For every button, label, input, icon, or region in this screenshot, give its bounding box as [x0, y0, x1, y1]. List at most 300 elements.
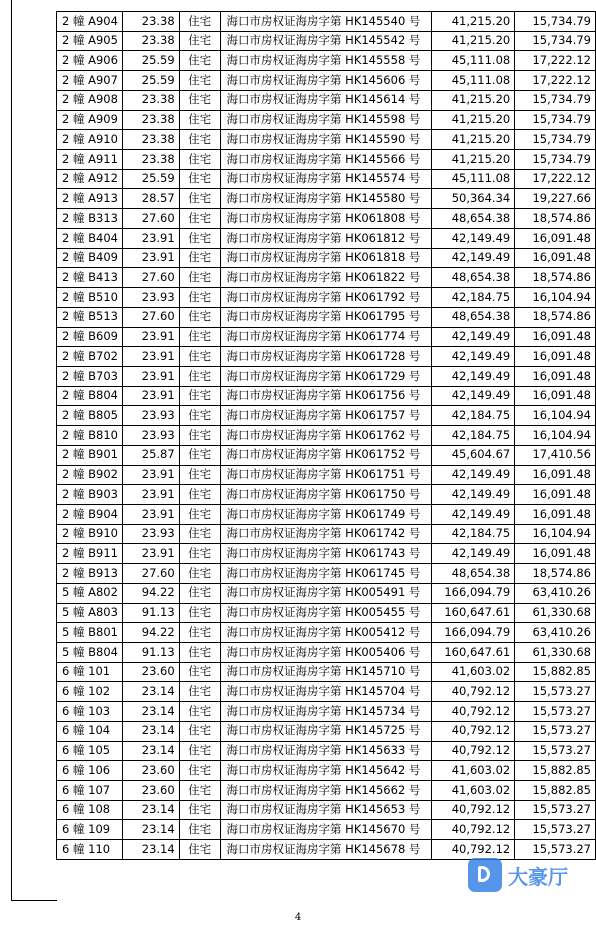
table-row — [57, 445, 596, 465]
area-cell: 27.60 — [122, 209, 179, 229]
unit-price-cell: 15,882.85 — [515, 662, 596, 682]
table-row — [57, 366, 596, 386]
unit-price-cell: 16,104.94 — [515, 288, 596, 308]
area-cell: 23.60 — [122, 662, 179, 682]
area-cell: 27.60 — [122, 307, 179, 327]
unit-cell: 6 幢 107 — [57, 781, 123, 801]
unit-cell: 2 幢 B913 — [57, 564, 123, 584]
total-price-cell: 41,215.20 — [432, 150, 515, 170]
unit-cell: 2 幢 B510 — [57, 288, 123, 308]
area-cell: 23.38 — [122, 130, 179, 150]
unit-price-cell: 18,574.86 — [515, 209, 596, 229]
certificate-cell: 海口市房权证海房字第 HK005455 号 — [220, 603, 432, 623]
unit-cell: 2 幢 A907 — [57, 71, 123, 91]
unit-cell: 2 幢 A906 — [57, 51, 123, 71]
area-cell: 23.91 — [122, 386, 179, 406]
area-cell: 23.93 — [122, 406, 179, 426]
table-row — [57, 12, 596, 32]
unit-price-cell: 15,573.27 — [515, 820, 596, 840]
unit-price-cell: 18,574.86 — [515, 268, 596, 288]
unit-cell: 2 幢 B903 — [57, 485, 123, 505]
total-price-cell: 42,149.49 — [432, 327, 515, 347]
certificate-cell: 海口市房权证海房字第 HK145734 号 — [220, 702, 432, 722]
unit-price-cell: 16,104.94 — [515, 406, 596, 426]
certificate-cell: 海口市房权证海房字第 HK145633 号 — [220, 741, 432, 761]
unit-cell: 6 幢 109 — [57, 820, 123, 840]
unit-cell: 6 幢 102 — [57, 682, 123, 702]
unit-cell: 6 幢 108 — [57, 800, 123, 820]
area-cell: 25.59 — [122, 169, 179, 189]
area-cell: 23.14 — [122, 702, 179, 722]
table-row — [57, 31, 596, 51]
table-row — [57, 583, 596, 603]
unit-cell: 2 幢 B609 — [57, 327, 123, 347]
total-price-cell: 41,215.20 — [432, 12, 515, 32]
unit-price-cell: 16,091.48 — [515, 366, 596, 386]
unit-cell: 2 幢 B409 — [57, 248, 123, 268]
unit-price-cell: 17,222.12 — [515, 51, 596, 71]
table-row — [57, 209, 596, 229]
usage-cell: 住宅 — [179, 130, 220, 150]
page-left-rule — [11, 0, 12, 901]
area-cell: 91.13 — [122, 643, 179, 663]
unit-price-cell: 18,574.86 — [515, 307, 596, 327]
unit-price-cell: 63,410.26 — [515, 623, 596, 643]
table-row — [57, 800, 596, 820]
total-price-cell: 40,792.12 — [432, 721, 515, 741]
usage-cell: 住宅 — [179, 623, 220, 643]
unit-price-cell: 15,573.27 — [515, 800, 596, 820]
unit-cell: 2 幢 B313 — [57, 209, 123, 229]
total-price-cell: 42,184.75 — [432, 288, 515, 308]
total-price-cell: 40,792.12 — [432, 840, 515, 860]
certificate-cell: 海口市房权证海房字第 HK145614 号 — [220, 90, 432, 110]
area-cell: 23.91 — [122, 248, 179, 268]
unit-cell: 5 幢 A803 — [57, 603, 123, 623]
area-cell: 23.14 — [122, 840, 179, 860]
table-row — [57, 228, 596, 248]
certificate-cell: 海口市房权证海房字第 HK145662 号 — [220, 781, 432, 801]
usage-cell: 住宅 — [179, 228, 220, 248]
usage-cell: 住宅 — [179, 327, 220, 347]
usage-cell: 住宅 — [179, 643, 220, 663]
table-row — [57, 781, 596, 801]
certificate-cell: 海口市房权证海房字第 HK061757 号 — [220, 406, 432, 426]
total-price-cell: 42,149.49 — [432, 485, 515, 505]
certificate-cell: 海口市房权证海房字第 HK145558 号 — [220, 51, 432, 71]
certificate-cell: 海口市房权证海房字第 HK061774 号 — [220, 327, 432, 347]
total-price-cell: 40,792.12 — [432, 702, 515, 722]
certificate-cell: 海口市房权证海房字第 HK061742 号 — [220, 524, 432, 544]
unit-price-cell: 16,091.48 — [515, 465, 596, 485]
certificate-cell: 海口市房权证海房字第 HK061751 号 — [220, 465, 432, 485]
area-cell: 25.59 — [122, 71, 179, 91]
certificate-cell: 海口市房权证海房字第 HK145574 号 — [220, 169, 432, 189]
area-cell: 23.91 — [122, 366, 179, 386]
unit-cell: 2 幢 B703 — [57, 366, 123, 386]
certificate-cell: 海口市房权证海房字第 HK061752 号 — [220, 445, 432, 465]
area-cell: 27.60 — [122, 564, 179, 584]
area-cell: 23.14 — [122, 682, 179, 702]
table-row — [57, 820, 596, 840]
usage-cell: 住宅 — [179, 603, 220, 623]
unit-price-cell: 15,734.79 — [515, 31, 596, 51]
unit-price-cell: 16,091.48 — [515, 327, 596, 347]
total-price-cell: 48,654.38 — [432, 209, 515, 229]
total-price-cell: 48,654.38 — [432, 564, 515, 584]
unit-cell: 2 幢 B901 — [57, 445, 123, 465]
table-row — [57, 327, 596, 347]
total-price-cell: 42,184.75 — [432, 524, 515, 544]
area-cell: 23.91 — [122, 504, 179, 524]
unit-cell: 5 幢 B804 — [57, 643, 123, 663]
usage-cell: 住宅 — [179, 426, 220, 446]
area-cell: 25.59 — [122, 51, 179, 71]
unit-price-cell: 16,091.48 — [515, 485, 596, 505]
usage-cell: 住宅 — [179, 702, 220, 722]
total-price-cell: 41,215.20 — [432, 31, 515, 51]
table-row — [57, 643, 596, 663]
unit-price-cell: 15,734.79 — [515, 150, 596, 170]
unit-price-cell: 19,227.66 — [515, 189, 596, 209]
total-price-cell: 42,149.49 — [432, 544, 515, 564]
area-cell: 23.91 — [122, 544, 179, 564]
usage-cell: 住宅 — [179, 721, 220, 741]
area-cell: 23.91 — [122, 347, 179, 367]
total-price-cell: 41,603.02 — [432, 662, 515, 682]
unit-price-cell: 15,734.79 — [515, 12, 596, 32]
usage-cell: 住宅 — [179, 445, 220, 465]
unit-cell: 2 幢 B910 — [57, 524, 123, 544]
usage-cell: 住宅 — [179, 465, 220, 485]
table-row — [57, 564, 596, 584]
table-row — [57, 288, 596, 308]
area-cell: 94.22 — [122, 583, 179, 603]
unit-price-cell: 17,222.12 — [515, 169, 596, 189]
certificate-cell: 海口市房权证海房字第 HK005406 号 — [220, 643, 432, 663]
area-cell: 23.38 — [122, 31, 179, 51]
total-price-cell: 45,604.67 — [432, 445, 515, 465]
table-row — [57, 524, 596, 544]
table-row — [57, 465, 596, 485]
total-price-cell: 48,654.38 — [432, 307, 515, 327]
total-price-cell: 41,603.02 — [432, 761, 515, 781]
unit-price-cell: 15,734.79 — [515, 90, 596, 110]
usage-cell: 住宅 — [179, 248, 220, 268]
total-price-cell: 41,603.02 — [432, 781, 515, 801]
unit-cell: 2 幢 B902 — [57, 465, 123, 485]
certificate-cell: 海口市房权证海房字第 HK145606 号 — [220, 71, 432, 91]
table-row — [57, 90, 596, 110]
area-cell: 23.91 — [122, 465, 179, 485]
certificate-cell: 海口市房权证海房字第 HK145590 号 — [220, 130, 432, 150]
total-price-cell: 160,647.61 — [432, 603, 515, 623]
unit-price-cell: 16,091.48 — [515, 347, 596, 367]
area-cell: 28.57 — [122, 189, 179, 209]
certificate-cell: 海口市房权证海房字第 HK061729 号 — [220, 366, 432, 386]
certificate-cell: 海口市房权证海房字第 HK061818 号 — [220, 248, 432, 268]
area-cell: 23.91 — [122, 228, 179, 248]
usage-cell: 住宅 — [179, 110, 220, 130]
certificate-cell: 海口市房权证海房字第 HK145566 号 — [220, 150, 432, 170]
unit-cell: 5 幢 B801 — [57, 623, 123, 643]
table-row — [57, 268, 596, 288]
table-row — [57, 741, 596, 761]
total-price-cell: 41,215.20 — [432, 90, 515, 110]
usage-cell: 住宅 — [179, 583, 220, 603]
total-price-cell: 40,792.12 — [432, 820, 515, 840]
certificate-cell: 海口市房权证海房字第 HK061756 号 — [220, 386, 432, 406]
certificate-cell: 海口市房权证海房字第 HK145642 号 — [220, 761, 432, 781]
certificate-cell: 海口市房权证海房字第 HK061728 号 — [220, 347, 432, 367]
area-cell: 23.93 — [122, 426, 179, 446]
unit-cell: 2 幢 A909 — [57, 110, 123, 130]
unit-cell: 2 幢 B804 — [57, 386, 123, 406]
area-cell: 23.91 — [122, 485, 179, 505]
certificate-cell: 海口市房权证海房字第 HK061762 号 — [220, 426, 432, 446]
total-price-cell: 45,111.08 — [432, 169, 515, 189]
page-number: 4 — [294, 912, 302, 923]
unit-cell: 2 幢 A912 — [57, 169, 123, 189]
table-row — [57, 761, 596, 781]
unit-price-cell: 16,091.48 — [515, 248, 596, 268]
area-cell: 25.87 — [122, 445, 179, 465]
unit-price-cell: 16,104.94 — [515, 524, 596, 544]
total-price-cell: 42,149.49 — [432, 366, 515, 386]
area-cell: 23.38 — [122, 90, 179, 110]
property-list-body — [57, 12, 596, 860]
unit-cell: 2 幢 B904 — [57, 504, 123, 524]
usage-cell: 住宅 — [179, 504, 220, 524]
usage-cell: 住宅 — [179, 366, 220, 386]
usage-cell: 住宅 — [179, 71, 220, 91]
table-row — [57, 682, 596, 702]
unit-cell: 2 幢 B513 — [57, 307, 123, 327]
unit-price-cell: 15,573.27 — [515, 721, 596, 741]
unit-cell: 2 幢 B404 — [57, 228, 123, 248]
table-row — [57, 623, 596, 643]
total-price-cell: 42,184.75 — [432, 426, 515, 446]
area-cell: 27.60 — [122, 268, 179, 288]
usage-cell: 住宅 — [179, 386, 220, 406]
usage-cell: 住宅 — [179, 544, 220, 564]
usage-cell: 住宅 — [179, 189, 220, 209]
total-price-cell: 42,149.49 — [432, 248, 515, 268]
total-price-cell: 50,364.34 — [432, 189, 515, 209]
certificate-cell: 海口市房权证海房字第 HK061750 号 — [220, 485, 432, 505]
total-price-cell: 40,792.12 — [432, 800, 515, 820]
table-row — [57, 426, 596, 446]
total-price-cell: 166,094.79 — [432, 623, 515, 643]
total-price-cell: 41,215.20 — [432, 130, 515, 150]
unit-price-cell: 61,330.68 — [515, 643, 596, 663]
usage-cell: 住宅 — [179, 347, 220, 367]
area-cell: 23.60 — [122, 781, 179, 801]
area-cell: 23.38 — [122, 12, 179, 32]
certificate-cell: 海口市房权证海房字第 HK061822 号 — [220, 268, 432, 288]
usage-cell: 住宅 — [179, 524, 220, 544]
certificate-cell: 海口市房权证海房字第 HK145725 号 — [220, 721, 432, 741]
table-row — [57, 347, 596, 367]
table-row — [57, 544, 596, 564]
area-cell: 23.93 — [122, 288, 179, 308]
unit-price-cell: 18,574.86 — [515, 564, 596, 584]
unit-cell: 2 幢 B702 — [57, 347, 123, 367]
area-cell: 23.14 — [122, 800, 179, 820]
certificate-cell: 海口市房权证海房字第 HK061792 号 — [220, 288, 432, 308]
certificate-cell: 海口市房权证海房字第 HK061808 号 — [220, 209, 432, 229]
usage-cell: 住宅 — [179, 485, 220, 505]
usage-cell: 住宅 — [179, 741, 220, 761]
table-row — [57, 406, 596, 426]
unit-cell: 2 幢 A905 — [57, 31, 123, 51]
total-price-cell: 40,792.12 — [432, 682, 515, 702]
total-price-cell: 48,654.38 — [432, 268, 515, 288]
certificate-cell: 海口市房权证海房字第 HK145542 号 — [220, 31, 432, 51]
unit-price-cell: 63,410.26 — [515, 583, 596, 603]
table-row — [57, 189, 596, 209]
unit-price-cell: 16,091.48 — [515, 386, 596, 406]
area-cell: 23.93 — [122, 524, 179, 544]
table-row — [57, 248, 596, 268]
usage-cell: 住宅 — [179, 169, 220, 189]
table-row — [57, 702, 596, 722]
watermark-text: 大豪厅 — [508, 864, 568, 889]
unit-price-cell: 15,573.27 — [515, 741, 596, 761]
table-row — [57, 51, 596, 71]
total-price-cell: 166,094.79 — [432, 583, 515, 603]
usage-cell: 住宅 — [179, 840, 220, 860]
certificate-cell: 海口市房权证海房字第 HK145653 号 — [220, 800, 432, 820]
table-row — [57, 662, 596, 682]
unit-price-cell: 16,091.48 — [515, 544, 596, 564]
unit-cell: 6 幢 106 — [57, 761, 123, 781]
unit-price-cell: 15,882.85 — [515, 761, 596, 781]
total-price-cell: 42,184.75 — [432, 406, 515, 426]
total-price-cell: 45,111.08 — [432, 51, 515, 71]
unit-price-cell: 17,222.12 — [515, 71, 596, 91]
total-price-cell: 42,149.49 — [432, 347, 515, 367]
table-row — [57, 721, 596, 741]
unit-cell: 6 幢 101 — [57, 662, 123, 682]
usage-cell: 住宅 — [179, 800, 220, 820]
unit-price-cell: 17,410.56 — [515, 445, 596, 465]
table-row — [57, 110, 596, 130]
property-list-table — [56, 11, 596, 860]
usage-cell: 住宅 — [179, 51, 220, 71]
unit-price-cell: 15,573.27 — [515, 682, 596, 702]
certificate-cell: 海口市房权证海房字第 HK061743 号 — [220, 544, 432, 564]
area-cell: 23.38 — [122, 110, 179, 130]
table-row — [57, 386, 596, 406]
table-row — [57, 603, 596, 623]
usage-cell: 住宅 — [179, 209, 220, 229]
usage-cell: 住宅 — [179, 682, 220, 702]
unit-cell: 2 幢 B911 — [57, 544, 123, 564]
unit-cell: 6 幢 110 — [57, 840, 123, 860]
area-cell: 91.13 — [122, 603, 179, 623]
unit-cell: 2 幢 B810 — [57, 426, 123, 446]
unit-price-cell: 15,882.85 — [515, 781, 596, 801]
unit-cell: 2 幢 B805 — [57, 406, 123, 426]
unit-cell: 2 幢 B413 — [57, 268, 123, 288]
usage-cell: 住宅 — [179, 31, 220, 51]
unit-cell: 5 幢 A802 — [57, 583, 123, 603]
usage-cell: 住宅 — [179, 307, 220, 327]
area-cell: 23.14 — [122, 820, 179, 840]
unit-cell: 2 幢 A908 — [57, 90, 123, 110]
certificate-cell: 海口市房权证海房字第 HK145678 号 — [220, 840, 432, 860]
total-price-cell: 45,111.08 — [432, 71, 515, 91]
brand-logo-icon — [468, 858, 502, 892]
usage-cell: 住宅 — [179, 12, 220, 32]
usage-cell: 住宅 — [179, 90, 220, 110]
table-row — [57, 169, 596, 189]
table-row — [57, 71, 596, 91]
usage-cell: 住宅 — [179, 781, 220, 801]
certificate-cell: 海口市房权证海房字第 HK005491 号 — [220, 583, 432, 603]
table-row — [57, 130, 596, 150]
unit-price-cell: 16,091.48 — [515, 504, 596, 524]
unit-cell: 6 幢 104 — [57, 721, 123, 741]
unit-price-cell: 15,734.79 — [515, 130, 596, 150]
total-price-cell: 41,215.20 — [432, 110, 515, 130]
certificate-cell: 海口市房权证海房字第 HK145710 号 — [220, 662, 432, 682]
area-cell: 94.22 — [122, 623, 179, 643]
table-row — [57, 485, 596, 505]
unit-cell: 6 幢 105 — [57, 741, 123, 761]
certificate-cell: 海口市房权证海房字第 HK145598 号 — [220, 110, 432, 130]
unit-price-cell: 16,091.48 — [515, 228, 596, 248]
unit-price-cell: 16,104.94 — [515, 426, 596, 446]
total-price-cell: 40,792.12 — [432, 741, 515, 761]
unit-price-cell: 61,330.68 — [515, 603, 596, 623]
certificate-cell: 海口市房权证海房字第 HK061795 号 — [220, 307, 432, 327]
certificate-cell: 海口市房权证海房字第 HK145580 号 — [220, 189, 432, 209]
total-price-cell: 42,149.49 — [432, 504, 515, 524]
usage-cell: 住宅 — [179, 564, 220, 584]
area-cell: 23.14 — [122, 741, 179, 761]
usage-cell: 住宅 — [179, 288, 220, 308]
total-price-cell: 42,149.49 — [432, 228, 515, 248]
unit-cell: 6 幢 103 — [57, 702, 123, 722]
total-price-cell: 42,149.49 — [432, 386, 515, 406]
unit-price-cell: 15,573.27 — [515, 840, 596, 860]
unit-cell: 2 幢 A910 — [57, 130, 123, 150]
certificate-cell: 海口市房权证海房字第 HK145670 号 — [220, 820, 432, 840]
table-row — [57, 504, 596, 524]
unit-cell: 2 幢 A913 — [57, 189, 123, 209]
usage-cell: 住宅 — [179, 761, 220, 781]
certificate-cell: 海口市房权证海房字第 HK061812 号 — [220, 228, 432, 248]
certificate-cell: 海口市房权证海房字第 HK061745 号 — [220, 564, 432, 584]
unit-cell: 2 幢 A904 — [57, 12, 123, 32]
certificate-cell: 海口市房权证海房字第 HK145704 号 — [220, 682, 432, 702]
area-cell: 23.60 — [122, 761, 179, 781]
table-row — [57, 307, 596, 327]
total-price-cell: 160,647.61 — [432, 643, 515, 663]
usage-cell: 住宅 — [179, 150, 220, 170]
table-row — [57, 150, 596, 170]
unit-price-cell: 15,573.27 — [515, 702, 596, 722]
page-bottom-rule — [11, 900, 57, 901]
unit-cell: 2 幢 A911 — [57, 150, 123, 170]
usage-cell: 住宅 — [179, 820, 220, 840]
area-cell: 23.14 — [122, 721, 179, 741]
usage-cell: 住宅 — [179, 406, 220, 426]
watermark — [468, 855, 568, 895]
certificate-cell: 海口市房权证海房字第 HK061749 号 — [220, 504, 432, 524]
